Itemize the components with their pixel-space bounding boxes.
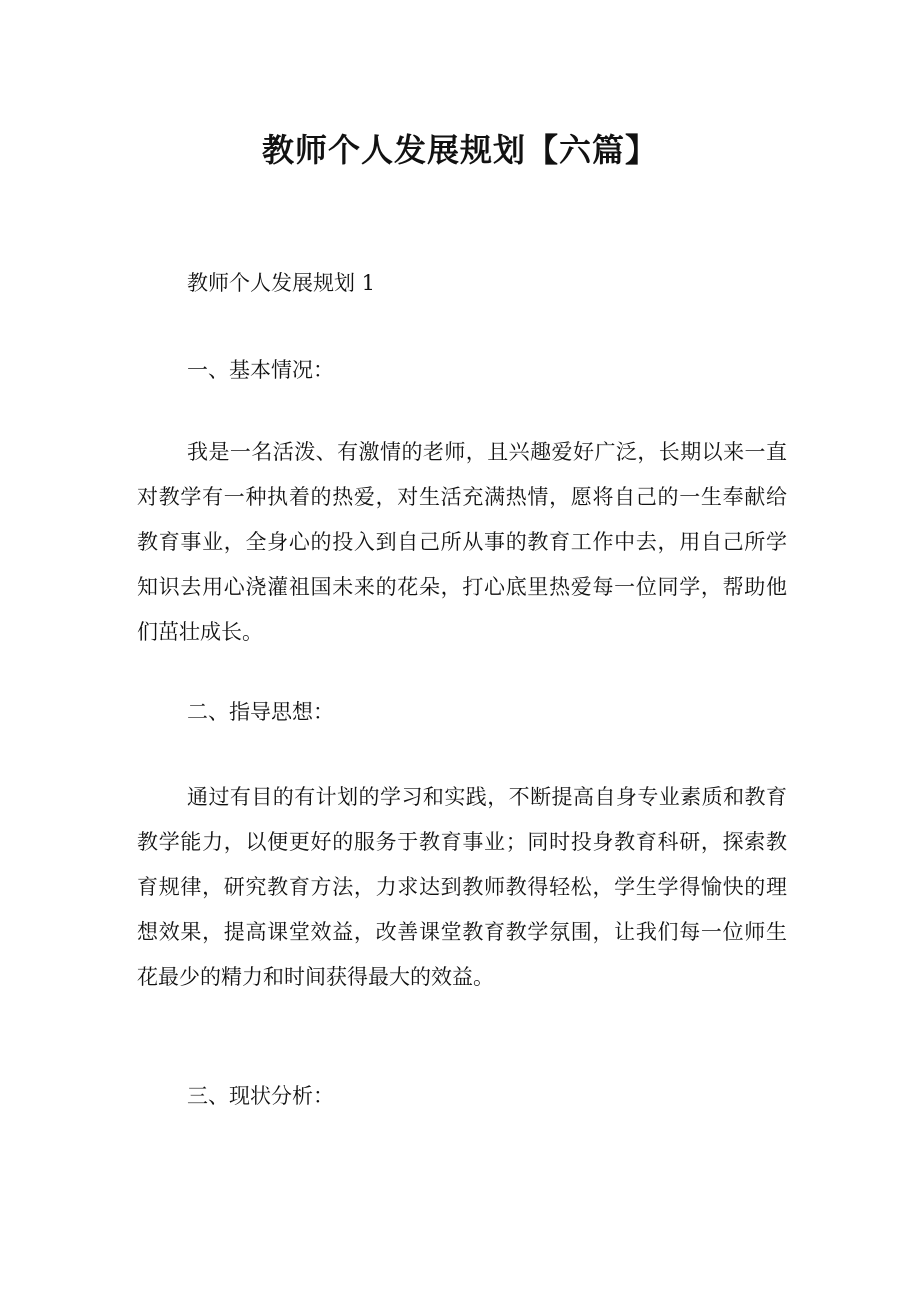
page-title: 教师个人发展规划【六篇】 bbox=[261, 131, 658, 169]
heading-status-analysis: 三、现状分析： bbox=[187, 1084, 334, 1108]
heading-basic-situation: 一、基本情况： bbox=[187, 358, 334, 382]
paragraph-basic-situation: 我是一名活泼、有激情的老师，且兴趣爱好广泛，长期以来一直对教学有一种执着的热爱，对生活充满热情，愿将自己的一生奉献给教育事业，全身心的投入到自己所从事的教育工作中去，用自己所学知识去用心浇灌祖国未来的花朵，打心底里热爱每一位同学，帮助他们茁壮成长。 bbox=[137, 440, 787, 644]
heading-guiding-ideology: 二、指导思想： bbox=[187, 700, 334, 724]
paragraph-guiding-ideology: 通过有目的有计划的学习和实践，不断提高自身专业素质和教育教学能力，以便更好的服务于教育事业；同时投身教育科研，探索教育规律，研究教育方法，力求达到教师教得轻松，学生学得愉快的理想效果，提高课堂效益，改善课堂教育教学氛围，让我们每一位师生花最少的精力和时间获得最大的效益。 bbox=[137, 785, 787, 989]
section-subtitle: 教师个人发展规划 1 bbox=[187, 271, 376, 295]
